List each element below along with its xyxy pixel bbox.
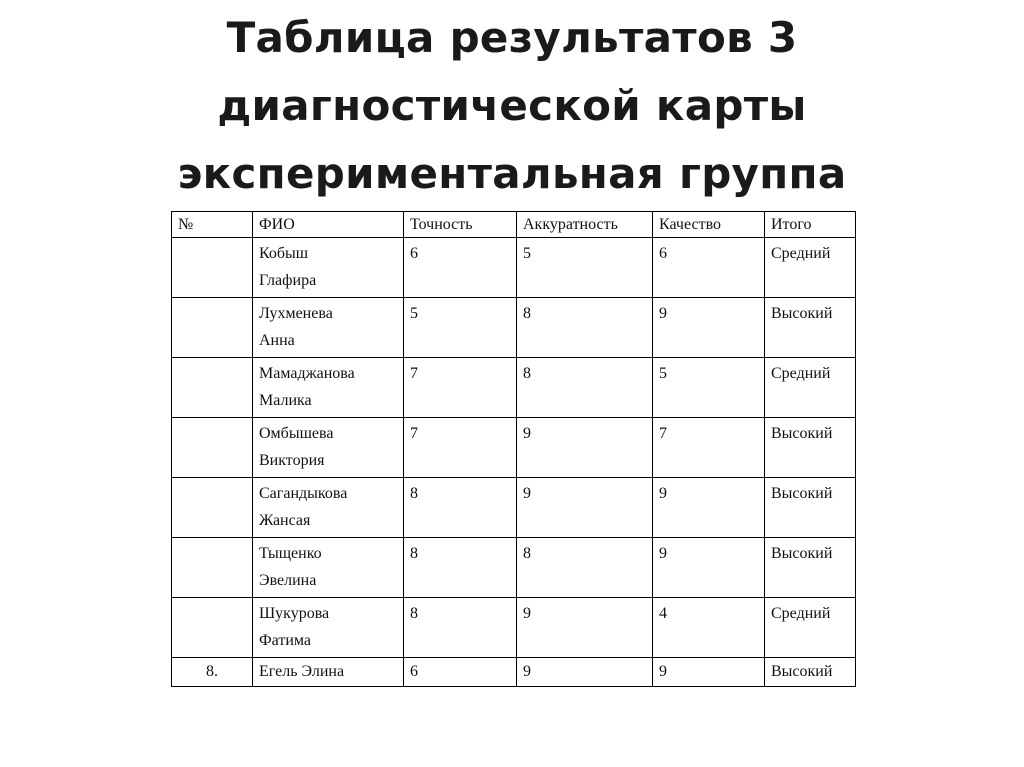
table-row [172, 298, 856, 358]
cell-num [172, 478, 253, 538]
fio-surname: Мамаджанова [259, 365, 355, 382]
cell-total: Высокий [765, 298, 856, 358]
cell-total: Высокий [765, 538, 856, 598]
cell-accuracy: 5 [404, 298, 517, 358]
cell-accuracy: 7 [404, 418, 517, 478]
fio-surname: Шукурова [259, 605, 330, 622]
cell-num [172, 238, 253, 298]
slide-title [0, 0, 1024, 208]
cell-total: Средний [765, 598, 856, 658]
cell-quality: 9 [653, 478, 765, 538]
fio-full-name: Егель Элина [259, 663, 345, 680]
cell-num: 8. [172, 658, 253, 687]
cell-total: Высокий [765, 478, 856, 538]
cell-num [172, 598, 253, 658]
cell-neatness: 5 [517, 238, 653, 298]
cell-total: Высокий [765, 418, 856, 478]
cell-num [172, 298, 253, 358]
cell-quality: 5 [653, 358, 765, 418]
fio-surname: Тыщенко [259, 545, 322, 562]
fio-name: Анна [259, 332, 295, 349]
cell-neatness: 8 [517, 298, 653, 358]
cell-quality: 9 [653, 658, 765, 687]
table-row [172, 238, 856, 298]
header-total: Итого [765, 212, 856, 238]
cell-quality: 6 [653, 238, 765, 298]
fio-name: Виктория [259, 452, 325, 469]
fio-surname: Омбышева [259, 425, 334, 442]
cell-fio [253, 418, 404, 478]
cell-neatness: 9 [517, 598, 653, 658]
fio-name: Малика [259, 392, 312, 409]
cell-num [172, 358, 253, 418]
cell-num [172, 538, 253, 598]
cell-total: Средний [765, 238, 856, 298]
title-line-1: Таблица результатов 3 [226, 13, 798, 62]
cell-quality: 7 [653, 418, 765, 478]
cell-accuracy: 8 [404, 538, 517, 598]
cell-fio [253, 238, 404, 298]
cell-fio [253, 478, 404, 538]
header-num: № [172, 212, 253, 238]
cell-neatness: 8 [517, 358, 653, 418]
table-row [172, 418, 856, 478]
cell-accuracy: 8 [404, 478, 517, 538]
cell-fio [253, 538, 404, 598]
fio-surname: Кобыш [259, 245, 309, 262]
fio-surname: Сагандыкова [259, 485, 348, 502]
table-row [172, 478, 856, 538]
header-neatness: Аккуратность [517, 212, 653, 238]
cell-accuracy: 6 [404, 658, 517, 687]
cell-total: Высокий [765, 658, 856, 687]
cell-accuracy: 6 [404, 238, 517, 298]
cell-fio [253, 358, 404, 418]
cell-quality: 9 [653, 298, 765, 358]
cell-num [172, 418, 253, 478]
table-header-row [172, 212, 856, 238]
table-row [172, 598, 856, 658]
cell-fio [253, 598, 404, 658]
cell-fio [253, 658, 404, 687]
cell-quality: 9 [653, 538, 765, 598]
fio-name: Эвелина [259, 572, 317, 589]
cell-accuracy: 8 [404, 598, 517, 658]
cell-total: Средний [765, 358, 856, 418]
table-row [172, 658, 856, 687]
table-row [172, 538, 856, 598]
cell-neatness: 9 [517, 658, 653, 687]
cell-neatness: 9 [517, 478, 653, 538]
cell-neatness: 9 [517, 418, 653, 478]
header-accuracy: Точность [404, 212, 517, 238]
table-row [172, 358, 856, 418]
cell-quality: 4 [653, 598, 765, 658]
fio-name: Глафира [259, 272, 317, 289]
cell-fio [253, 298, 404, 358]
results-table [171, 211, 856, 687]
fio-name: Жансая [259, 512, 311, 529]
cell-accuracy: 7 [404, 358, 517, 418]
title-line-2: диагностической карты [217, 81, 807, 130]
header-fio: ФИО [253, 212, 404, 238]
fio-surname: Лухменева [259, 305, 333, 322]
title-line-3: экспериментальная группа [177, 149, 847, 198]
cell-neatness: 8 [517, 538, 653, 598]
header-quality: Качество [653, 212, 765, 238]
fio-name: Фатима [259, 632, 311, 649]
